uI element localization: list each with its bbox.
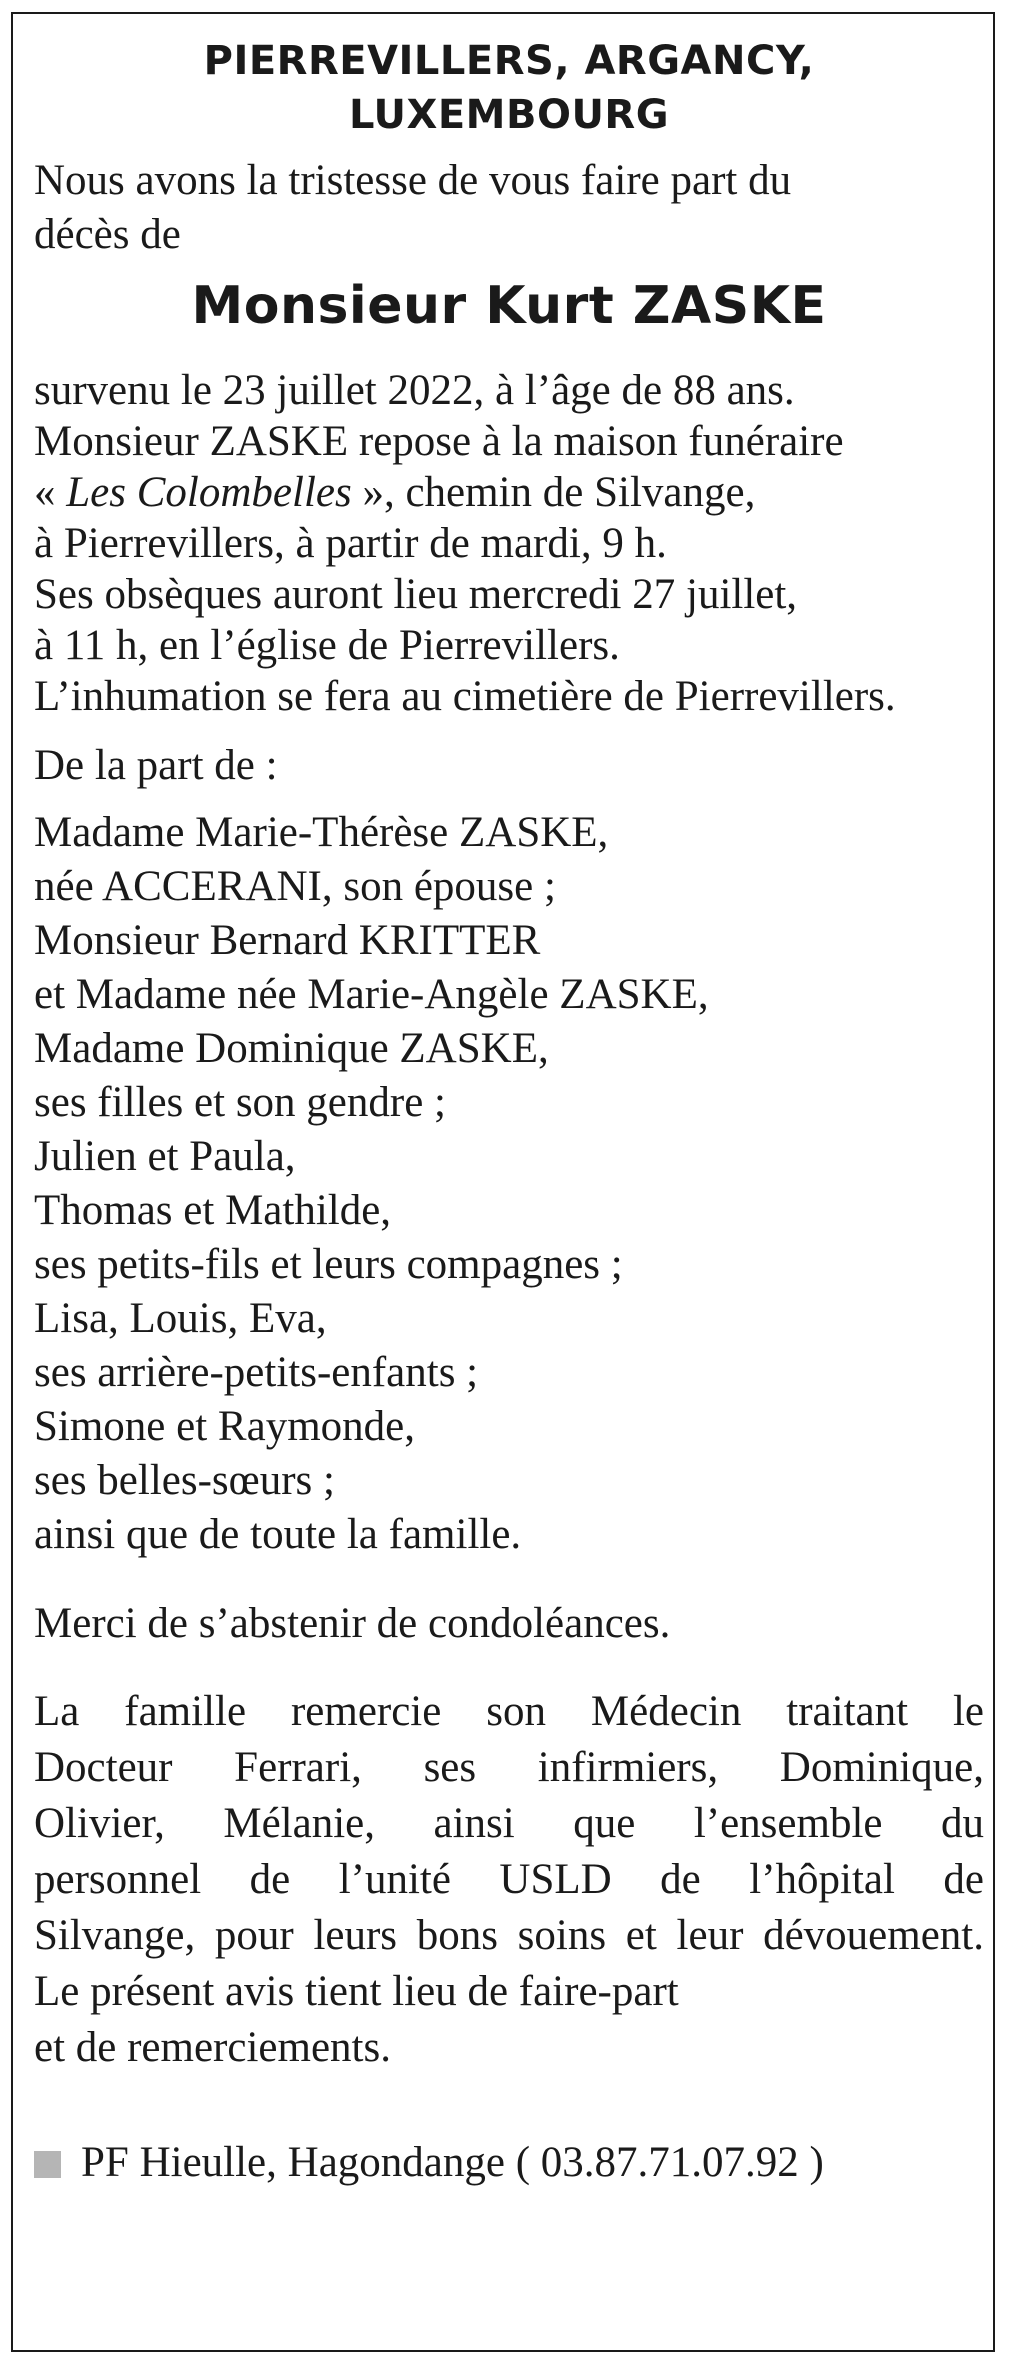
thanks-line-7: et de remerciements. <box>34 2024 391 2071</box>
announcement-line-6: à 11 h, en l’église de Pierrevillers. <box>34 622 620 669</box>
condolences-note: Merci de s’abstenir de condoléances. <box>34 1600 671 1647</box>
location-heading-line-2: LUXEMBOURG <box>348 92 670 138</box>
intro-line-2: décès de <box>34 211 181 258</box>
intro-line-1: Nous avons la tristesse de vous faire part du <box>34 157 792 204</box>
thanks-line-6: Le présent avis tient lieu de faire-part <box>34 1968 679 2015</box>
family-line: Julien et Paula, <box>34 1133 296 1180</box>
funeral-home-text: PF Hieulle, Hagondange ( 03.87.71.07.92 ) <box>81 2139 824 2186</box>
family-line: née ACCERANI, son épouse ; <box>34 863 556 910</box>
obituary-notice <box>11 12 995 2352</box>
announcement-line-7: L’inhumation se fera au cimetière de Pierrevillers. <box>34 673 896 720</box>
from-label: De la part de : <box>34 742 278 789</box>
family-line: Simone et Raymonde, <box>34 1403 415 1450</box>
location-heading-line-1: PIERREVILLERS, ARGANCY, <box>203 38 815 84</box>
family-line: ses filles et son gendre ; <box>34 1079 446 1126</box>
announcement-line-5: Ses obsèques auront lieu mercredi 27 juillet, <box>34 571 798 618</box>
thanks-line-5: Silvange, pour leurs bons soins et leur dévouement. <box>34 1912 984 1959</box>
family-line: Lisa, Louis, Eva, <box>34 1295 327 1342</box>
quote-open: « <box>34 469 67 516</box>
family-line: ses belles-sœurs ; <box>34 1457 335 1504</box>
family-line: ainsi que de toute la famille. <box>34 1511 522 1558</box>
family-line: et Madame née Marie-Angèle ZASKE, <box>34 971 709 1018</box>
thanks-line-2: Docteur Ferrari, ses infirmiers, Dominique, <box>34 1744 984 1791</box>
announcement-line-3-rest: », chemin de Silvange, <box>351 469 756 516</box>
family-line: Thomas et Mathilde, <box>34 1187 392 1234</box>
family-line: ses petits-fils et leurs compagnes ; <box>34 1241 623 1288</box>
thanks-line-4: personnel de l’unité USLD de l’hôpital de <box>34 1856 984 1903</box>
announcement-line-1: survenu le 23 juillet 2022, à l’âge de 88 ans. <box>34 367 795 414</box>
thanks-line-1: La famille remercie son Médecin traitant le <box>34 1688 984 1735</box>
announcement-line-3 <box>34 466 755 521</box>
announcement-line-4: à Pierrevillers, à partir de mardi, 9 h. <box>34 520 667 567</box>
thanks-line-3: Olivier, Mélanie, ainsi que l’ensemble du <box>34 1800 984 1847</box>
funeral-home-place: Les Colombelles <box>66 469 352 516</box>
announcement-line-2: Monsieur ZASKE repose à la maison funéraire <box>34 418 844 465</box>
family-line: Madame Marie-Thérèse ZASKE, <box>34 809 609 856</box>
deceased-name: Monsieur Kurt ZASKE <box>191 276 827 336</box>
family-line: Madame Dominique ZASKE, <box>34 1025 549 1072</box>
bullet-square-icon <box>34 2151 61 2178</box>
family-line: ses arrière-petits-enfants ; <box>34 1349 479 1396</box>
family-line: Monsieur Bernard KRITTER <box>34 917 541 964</box>
funeral-home-credit <box>34 2136 824 2191</box>
